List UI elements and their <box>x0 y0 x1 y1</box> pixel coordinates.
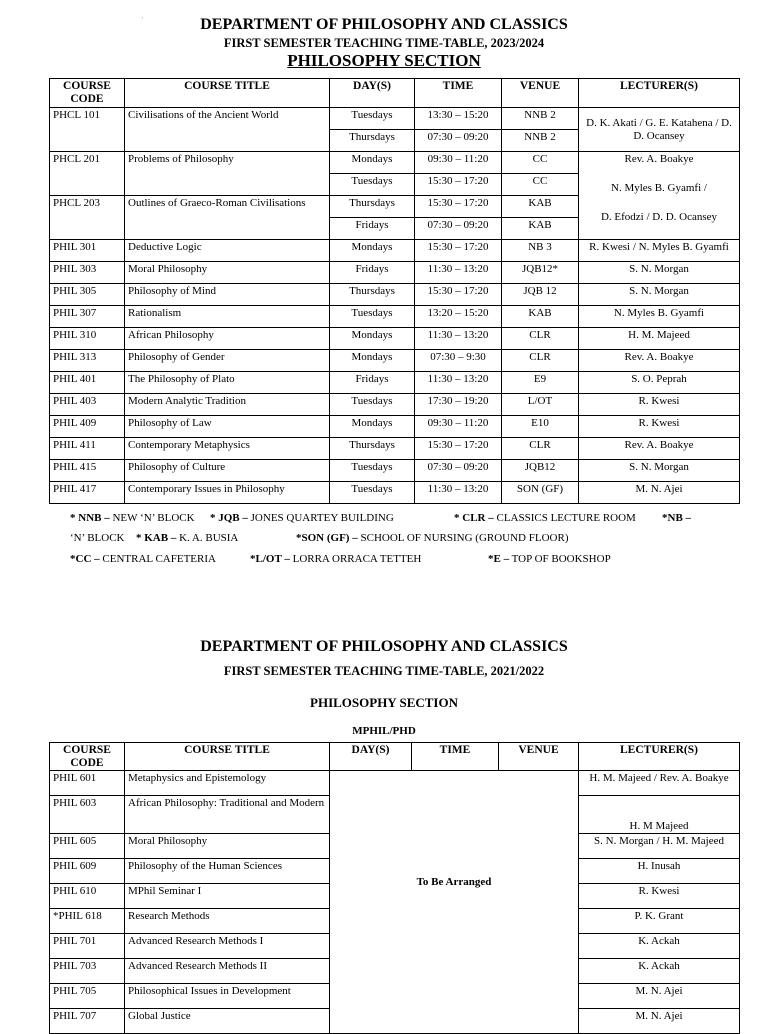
course-lecturer: N. Myles B. Gyamfi / <box>579 174 740 196</box>
course-time: 15:30 – 17:20 <box>415 438 502 460</box>
table-row <box>50 372 740 394</box>
course-title: Global Justice <box>125 1009 330 1034</box>
header-time: TIME <box>412 743 499 771</box>
course-day: Fridays <box>330 262 415 284</box>
graduate-timetable <box>49 742 740 1034</box>
course-day: Tuesdays <box>330 460 415 482</box>
course-title: Problems of Philosophy <box>125 152 330 196</box>
course-time: 15:30 – 17:20 <box>415 284 502 306</box>
course-title: Civilisations of the Ancient World <box>125 108 330 152</box>
course-day: Tuesdays <box>330 482 415 504</box>
course-code: PHIL 707 <box>50 1009 125 1034</box>
course-code: PHIL 609 <box>50 859 125 884</box>
course-time: 07:30 – 09:20 <box>415 460 502 482</box>
table-row <box>50 416 740 438</box>
course-title: Contemporary Issues in Philosophy <box>125 482 330 504</box>
course-lecturer: K. Ackah <box>579 959 740 984</box>
course-title: Advanced Research Methods II <box>125 959 330 984</box>
level-title: MPHIL/PHD <box>352 725 416 737</box>
header-time: TIME <box>415 79 502 108</box>
course-title: African Philosophy: Traditional and Modern <box>125 796 330 834</box>
course-title: The Philosophy of Plato <box>125 372 330 394</box>
course-venue: JQB12 <box>502 460 579 482</box>
course-venue: JQB 12 <box>502 284 579 306</box>
course-code: PHCL 101 <box>50 108 125 152</box>
course-code: PHCL 203 <box>50 196 125 240</box>
header-days: DAY(S) <box>330 79 415 108</box>
course-lecturer: Rev. A. Boakye <box>579 438 740 460</box>
table-row <box>50 240 740 262</box>
timetable-title: FIRST SEMESTER TEACHING TIME-TABLE, 2023/2024 <box>223 36 545 50</box>
course-venue: KAB <box>502 218 579 240</box>
course-code: PHIL 610 <box>50 884 125 909</box>
course-day: Fridays <box>330 372 415 394</box>
header-course-title: COURSE TITLE <box>125 79 330 108</box>
course-lecturer: K. Ackah <box>579 934 740 959</box>
legend-value: NEW ‘N’ BLOCK <box>112 512 195 524</box>
course-lecturer: D. Efodzi / D. D. Ocansey <box>579 196 740 240</box>
undergraduate-timetable <box>49 78 740 504</box>
timetable-title-2: FIRST SEMESTER TEACHING TIME-TABLE, 2021/2022 <box>223 664 545 678</box>
section-title-2: PHILOSOPHY SECTION <box>310 695 458 710</box>
course-day: Mondays <box>330 350 415 372</box>
header-course-code: COURSE CODE <box>50 743 125 771</box>
course-venue: CLR <box>502 438 579 460</box>
course-title: Philosophy of the Human Sciences <box>125 859 330 884</box>
course-title: MPhil Seminar I <box>125 884 330 909</box>
course-day: Fridays <box>330 218 415 240</box>
course-lecturer: Rev. A. Boakye <box>579 350 740 372</box>
course-lecturer: R. Kwesi / N. Myles B. Gyamfi <box>579 240 740 262</box>
course-time: 17:30 – 19:20 <box>415 394 502 416</box>
course-lecturer: H. M. Majeed / Rev. A. Boakye <box>579 771 740 796</box>
department-title: DEPARTMENT OF PHILOSOPHY AND CLASSICS <box>200 16 568 33</box>
course-time: 09:30 – 11:20 <box>415 416 502 438</box>
course-day: Tuesdays <box>330 394 415 416</box>
course-venue: NB 3 <box>502 240 579 262</box>
legend-key: * JQB – <box>210 512 248 524</box>
course-lecturer: M. N. Ajei <box>579 984 740 1009</box>
course-code: PHIL 305 <box>50 284 125 306</box>
table-row <box>50 482 740 504</box>
course-venue: KAB <box>502 306 579 328</box>
course-lecturer: H. M Majeed <box>579 796 740 834</box>
course-title: Metaphysics and Epistemology <box>125 771 330 796</box>
course-lecturer: S. O. Peprah <box>579 372 740 394</box>
course-title: Research Methods <box>125 909 330 934</box>
course-time: 11:30 – 13:20 <box>415 372 502 394</box>
course-lecturer: H. Inusah <box>579 859 740 884</box>
course-venue: CC <box>502 174 579 196</box>
course-day: Mondays <box>330 416 415 438</box>
course-venue: CC <box>502 152 579 174</box>
course-code: PHIL 701 <box>50 934 125 959</box>
course-day: Thursdays <box>330 438 415 460</box>
course-title: African Philosophy <box>125 328 330 350</box>
legend-key: *CC – <box>70 553 100 565</box>
course-code: *PHIL 618 <box>50 909 125 934</box>
course-code: PHIL 403 <box>50 394 125 416</box>
course-lecturer: H. M. Majeed <box>579 328 740 350</box>
course-title: Modern Analytic Tradition <box>125 394 330 416</box>
course-day: Thursdays <box>330 196 415 218</box>
course-venue: SON (GF) <box>502 482 579 504</box>
legend-value: LORRA ORRACA TETTEH <box>292 553 422 565</box>
course-time: 11:30 – 13:20 <box>415 328 502 350</box>
section-title: PHILOSOPHY SECTION <box>287 51 481 70</box>
header-days: DAY(S) <box>330 743 412 771</box>
course-time: 13:30 – 15:20 <box>415 108 502 130</box>
course-title: Contemporary Metaphysics <box>125 438 330 460</box>
course-code: PHIL 409 <box>50 416 125 438</box>
course-day: Mondays <box>330 240 415 262</box>
course-day: Mondays <box>330 328 415 350</box>
course-lecturer: D. K. Akati / G. E. Katahena / D. D. Ocansey <box>579 108 740 152</box>
course-time: 11:30 – 13:20 <box>415 262 502 284</box>
course-time: 13:20 – 15:20 <box>415 306 502 328</box>
legend-key: *L/OT – <box>250 553 290 565</box>
course-lecturer: S. N. Morgan / H. M. Majeed <box>579 834 740 859</box>
legend-value: CENTRAL CAFETERIA <box>102 553 216 565</box>
course-title: Philosophy of Culture <box>125 460 330 482</box>
course-code: PHIL 401 <box>50 372 125 394</box>
table-header-row <box>50 79 740 108</box>
legend-key: * NNB – <box>70 512 110 524</box>
course-lecturer: R. Kwesi <box>579 394 740 416</box>
course-title: Moral Philosophy <box>125 834 330 859</box>
course-time: 11:30 – 13:20 <box>415 482 502 504</box>
course-day: Tuesdays <box>330 174 415 196</box>
table-row <box>50 350 740 372</box>
course-lecturer: S. N. Morgan <box>579 262 740 284</box>
course-lecturer: M. N. Ajei <box>579 482 740 504</box>
stray-mark: · <box>141 14 144 23</box>
legend-key: * CLR – <box>454 512 494 524</box>
course-code: PHIL 605 <box>50 834 125 859</box>
legend-value: K. A. BUSIA <box>179 532 239 544</box>
course-code: PHIL 417 <box>50 482 125 504</box>
table-row <box>50 771 740 796</box>
course-code: PHIL 303 <box>50 262 125 284</box>
course-venue: JQB12* <box>502 262 579 284</box>
course-title: Philosophy of Gender <box>125 350 330 372</box>
course-time: 15:30 – 17:20 <box>415 174 502 196</box>
legend-value: CLASSICS LECTURE ROOM <box>496 512 636 524</box>
table-row <box>50 394 740 416</box>
course-title: Philosophy of Law <box>125 416 330 438</box>
course-title: Advanced Research Methods I <box>125 934 330 959</box>
legend-value: TOP OF BOOKSHOP <box>511 553 611 565</box>
course-code: PHIL 313 <box>50 350 125 372</box>
table-row <box>50 306 740 328</box>
department-title-2: DEPARTMENT OF PHILOSOPHY AND CLASSICS <box>200 638 568 655</box>
course-day: Mondays <box>330 152 415 174</box>
course-lecturer: P. K. Grant <box>579 909 740 934</box>
to-be-arranged: To Be Arranged <box>330 771 579 1034</box>
header-lecturers: LECTURER(S) <box>579 743 740 771</box>
course-lecturer: S. N. Morgan <box>579 460 740 482</box>
course-code: PHIL 301 <box>50 240 125 262</box>
header-venue: VENUE <box>499 743 579 771</box>
legend-value: ‘N’ BLOCK <box>70 532 125 544</box>
course-time: 15:30 – 17:20 <box>415 240 502 262</box>
course-code: PHIL 705 <box>50 984 125 1009</box>
course-day: Thursdays <box>330 284 415 306</box>
course-time: 15:30 – 17:20 <box>415 196 502 218</box>
table-row <box>50 152 740 174</box>
course-title: Philosophy of Mind <box>125 284 330 306</box>
course-code: PHIL 310 <box>50 328 125 350</box>
legend-key: *NB – <box>662 512 692 524</box>
table-row <box>50 196 740 218</box>
course-venue: CLR <box>502 350 579 372</box>
header-course-code: COURSE CODE <box>50 79 125 108</box>
course-venue: NNB 2 <box>502 108 579 130</box>
header-venue: VENUE <box>502 79 579 108</box>
course-venue: KAB <box>502 196 579 218</box>
course-code: PHIL 411 <box>50 438 125 460</box>
course-title: Moral Philosophy <box>125 262 330 284</box>
course-code: PHIL 415 <box>50 460 125 482</box>
course-lecturer: Rev. A. Boakye <box>579 152 740 174</box>
course-time: 07:30 – 9:30 <box>415 350 502 372</box>
course-code: PHCL 201 <box>50 152 125 196</box>
table-row <box>50 328 740 350</box>
legend-key: *SON (GF) – <box>296 532 358 544</box>
course-venue: E9 <box>502 372 579 394</box>
legend-key: * KAB – <box>136 532 177 544</box>
course-code: PHIL 603 <box>50 796 125 834</box>
course-day: Tuesdays <box>330 306 415 328</box>
table-row <box>50 438 740 460</box>
course-title: Outlines of Graeco-Roman Civilisations <box>125 196 330 240</box>
table-header-row <box>50 743 740 771</box>
course-time: 07:30 – 09:20 <box>415 130 502 152</box>
course-lecturer: R. Kwesi <box>579 884 740 909</box>
course-venue: CLR <box>502 328 579 350</box>
table-row <box>50 262 740 284</box>
course-time: 09:30 – 11:20 <box>415 152 502 174</box>
course-time: 07:30 – 09:20 <box>415 218 502 240</box>
legend-value: JONES QUARTEY BUILDING <box>250 512 394 524</box>
header-course-title: COURSE TITLE <box>125 743 330 771</box>
table-row <box>50 108 740 130</box>
header-lecturers: LECTURER(S) <box>579 79 740 108</box>
course-venue: E10 <box>502 416 579 438</box>
course-code: PHIL 601 <box>50 771 125 796</box>
course-venue: L/OT <box>502 394 579 416</box>
course-lecturer: S. N. Morgan <box>579 284 740 306</box>
course-code: PHIL 703 <box>50 959 125 984</box>
legend-key: *E – <box>488 553 510 565</box>
table-row <box>50 460 740 482</box>
course-lecturer: N. Myles B. Gyamfi <box>579 306 740 328</box>
course-lecturer: R. Kwesi <box>579 416 740 438</box>
course-lecturer: M. N. Ajei <box>579 1009 740 1034</box>
legend-value: SCHOOL OF NURSING (GROUND FLOOR) <box>360 532 569 544</box>
course-title: Philosophical Issues in Development <box>125 984 330 1009</box>
course-title: Deductive Logic <box>125 240 330 262</box>
course-venue: NNB 2 <box>502 130 579 152</box>
course-title: Rationalism <box>125 306 330 328</box>
course-day: Tuesdays <box>330 108 415 130</box>
course-code: PHIL 307 <box>50 306 125 328</box>
course-day: Thursdays <box>330 130 415 152</box>
table-row <box>50 284 740 306</box>
